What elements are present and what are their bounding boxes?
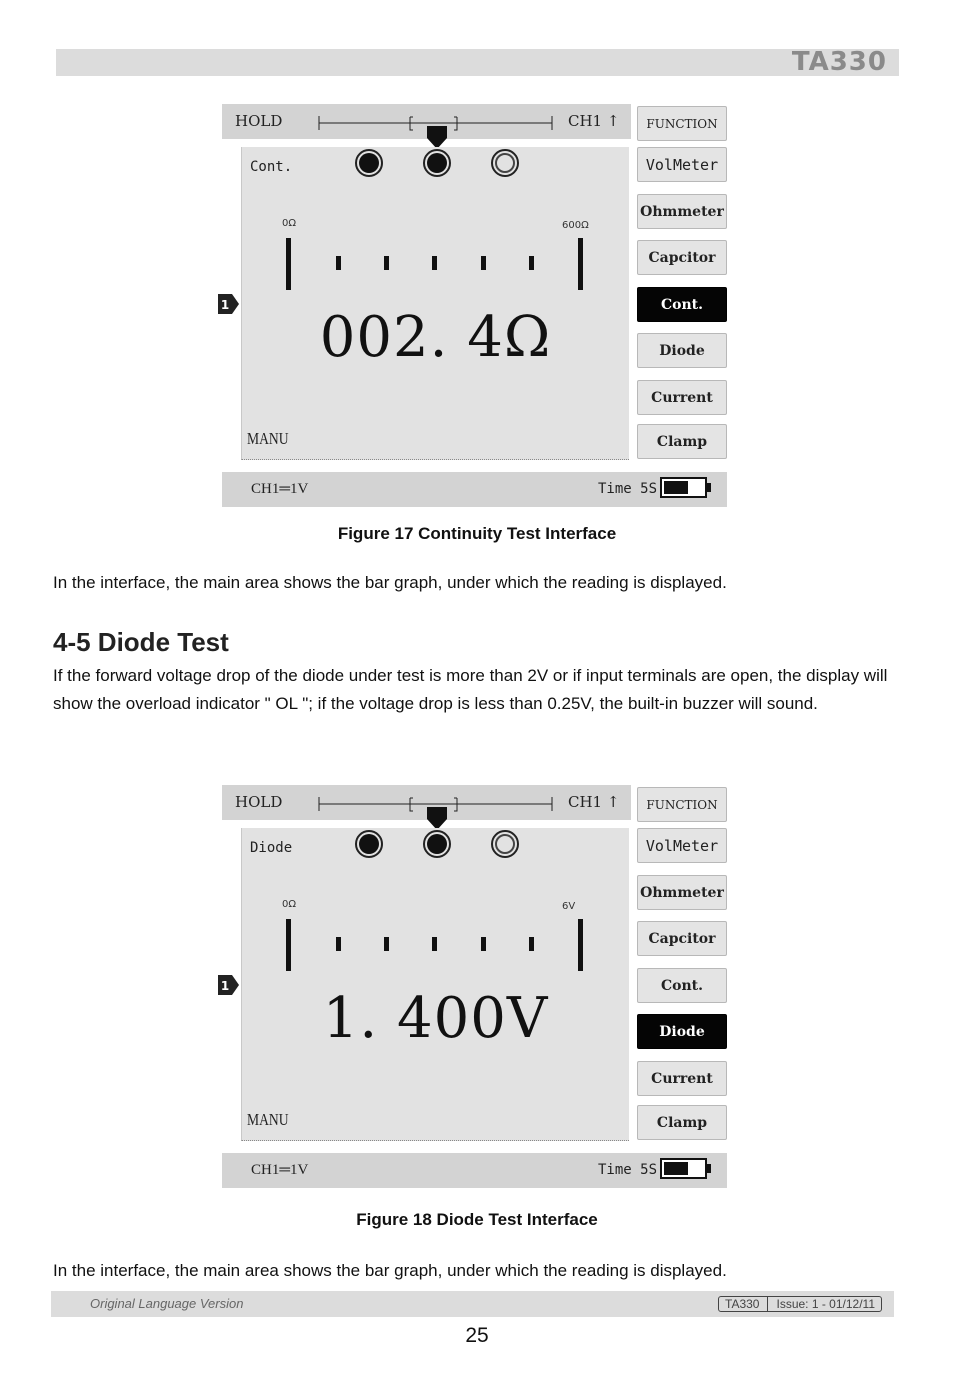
figure-17-caption: Figure 17 Continuity Test Interface [337, 524, 617, 543]
reading-value: 1. 400V [322, 986, 549, 1051]
timebase-label: Time 5S [598, 481, 658, 497]
channel-volts-label: CH1═1V [251, 1162, 309, 1178]
voltmeter-button[interactable]: VolMeter [637, 147, 727, 182]
battery-icon [660, 477, 707, 498]
bar-graph-tick [384, 937, 389, 951]
trigger-position-ruler [317, 789, 557, 831]
bar-graph-tick [529, 937, 534, 951]
bar-graph [282, 235, 592, 297]
bar-graph-right-end [578, 238, 583, 290]
diode-interface-figure [220, 785, 730, 1191]
bar-graph-left-end [286, 238, 291, 290]
reading-value: 002. 4Ω [319, 305, 552, 370]
range-low-label: 0Ω [282, 899, 297, 910]
svg-text:1: 1 [220, 979, 230, 993]
footer-issue-box [718, 1296, 882, 1312]
voltmeter-button[interactable]: VolMeter [637, 828, 727, 863]
mode-label: Diode [250, 840, 293, 856]
bar-graph-right-end [578, 919, 583, 971]
bar-graph [282, 916, 592, 978]
bar-graph-tick [432, 256, 437, 270]
capacitor-button[interactable]: Capcitor [637, 921, 727, 956]
trigger-position-ruler [317, 108, 557, 150]
bottom-status-bar [222, 1153, 727, 1188]
mode-label: Cont. [250, 159, 293, 175]
clamp-button[interactable]: Clamp [637, 1105, 727, 1140]
function-button[interactable]: FUNCTION [637, 106, 727, 141]
manual-range-label: MANU [247, 1110, 289, 1129]
current-button[interactable]: Current [637, 1061, 727, 1096]
bar-graph-tick [529, 256, 534, 270]
paragraph-1: In the interface, the main area shows the bar graph, under which the reading is displayed. [53, 573, 727, 592]
footer-version: Original Language Version [90, 1296, 244, 1311]
continuity-interface-figure [220, 104, 730, 510]
channel-volts-label: CH1═1V [251, 481, 309, 497]
status-dots [352, 147, 542, 187]
clamp-button[interactable]: Clamp [637, 424, 727, 459]
top-status-bar [222, 104, 631, 139]
page-number: 25 [465, 1324, 489, 1347]
channel-marker-icon [218, 294, 240, 314]
channel-marker-icon [218, 975, 240, 995]
header-bar [56, 49, 899, 76]
range-low-label: 0Ω [282, 218, 297, 229]
bottom-status-bar [222, 472, 727, 507]
current-button[interactable]: Current [637, 380, 727, 415]
footer-model: TA330 [725, 1297, 760, 1311]
continuity-button[interactable]: Cont. [637, 287, 727, 322]
diode-button[interactable]: Diode [637, 1014, 727, 1049]
bar-graph-tick [336, 937, 341, 951]
function-button[interactable]: FUNCTION [637, 787, 727, 822]
ohmmeter-button[interactable]: Ohmmeter [637, 194, 727, 229]
ch1-label: CH1 ↑ [568, 112, 620, 130]
bar-graph-tick [481, 937, 486, 951]
continuity-button[interactable]: Cont. [637, 968, 727, 1003]
bar-graph-tick [384, 256, 389, 270]
diode-button[interactable]: Diode [637, 333, 727, 368]
paragraph-3: In the interface, the main area shows the bar graph, under which the reading is displayed. [53, 1261, 727, 1280]
svg-text:1: 1 [220, 298, 230, 312]
hold-label[interactable]: HOLD [235, 793, 283, 811]
capacitor-button[interactable]: Capcitor [637, 240, 727, 275]
bar-graph-left-end [286, 919, 291, 971]
display-screen [241, 828, 629, 1141]
model-title: TA330 [791, 47, 887, 77]
bar-graph-tick [481, 256, 486, 270]
bar-graph-tick [336, 256, 341, 270]
paragraph-2: If the forward voltage drop of the diode under test is more than 2V or if input terminals are open, the display will show the overload indicator " OL "; if the voltage drop is less than 0.25V, the built-in buzzer will sound. [53, 666, 888, 713]
manual-range-label: MANU [247, 429, 289, 448]
top-status-bar [222, 785, 631, 820]
status-dots [352, 828, 542, 868]
range-high-label: 600Ω [562, 220, 589, 231]
ohmmeter-button[interactable]: Ohmmeter [637, 875, 727, 910]
figure-18-caption: Figure 18 Diode Test Interface [356, 1210, 598, 1229]
battery-icon [660, 1158, 707, 1179]
footer-issue: Issue: 1 - 01/12/11 [776, 1297, 875, 1311]
range-high-label: 6V [562, 901, 576, 912]
ch1-label: CH1 ↑ [568, 793, 620, 811]
section-heading: 4-5 Diode Test [53, 627, 229, 657]
display-screen [241, 147, 629, 460]
bar-graph-tick [432, 937, 437, 951]
timebase-label: Time 5S [598, 1162, 658, 1178]
footer-bar [51, 1291, 894, 1317]
hold-label[interactable]: HOLD [235, 112, 283, 130]
